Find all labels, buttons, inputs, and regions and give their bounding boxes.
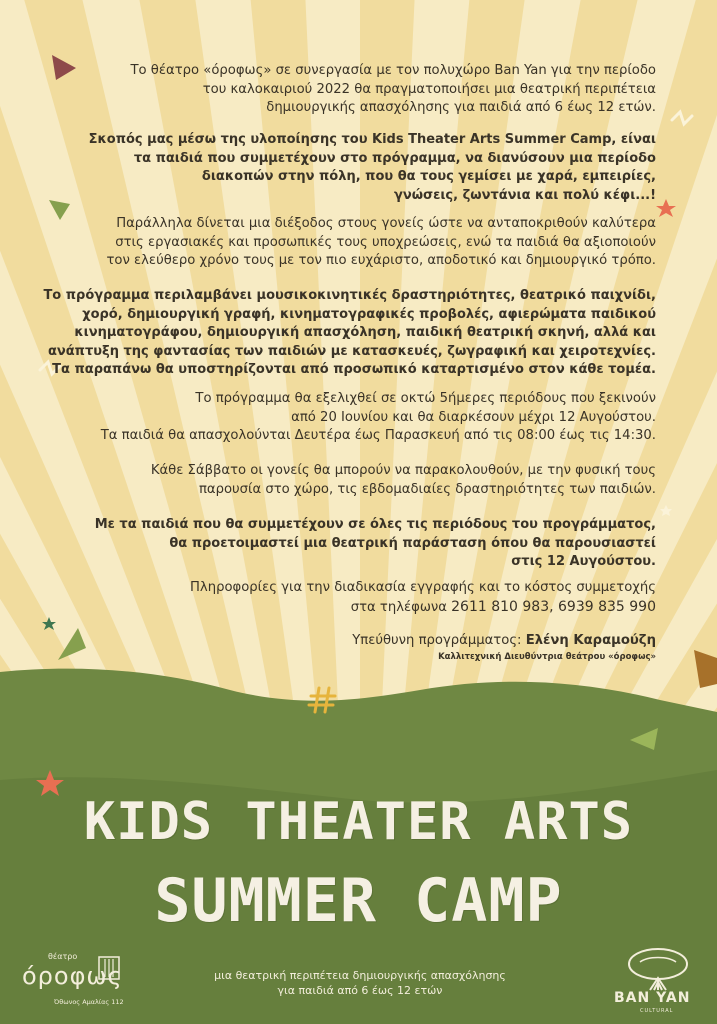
banyan-logo: BAN YAN CULTURAL <box>608 948 708 1020</box>
saturday-paragraph: Κάθε Σάββατο οι γονείς θα μπορούν να παρακολουθούν, με την φυσική τους παρουσία στο χώρο, τις εβδομαδιαίες δραστηριότητες των παιδιών. <box>150 463 656 497</box>
headline-line-2: SUMMER CAMP <box>154 866 563 936</box>
schedule-paragraph: Το πρόγραμμα θα εξελιχθεί σε οκτώ 5ήμερες περιόδους που ξεκινούν από 20 Ιουνίου και θα διαρκέσουν μέχρι 12 Αυγούστου. Τα παιδιά θα απασχολούνται Δευτέρα έως Παρασκευή από τις 08:00 έως τις 14:30. <box>100 391 656 444</box>
headline-line-1: KIDS THEATER ARTS <box>83 792 634 852</box>
intro-paragraph: Το θέατρο «όροφως» σε συνεργασία με τον πολυχώρο Ban Yan για την περίοδο του καλοκαιριού 2022 θα πραγματοποιήσει μια θεατρική περιπέτεια δημιουργικής απασχόλησης για παιδιά από 6 έως 12 ετών. <box>130 63 656 116</box>
tagline: μια θεατρική περιπέτεια δημιουργικής απασχόλησης για παιδιά από 6 έως 12 ετών <box>214 969 506 997</box>
performance-paragraph: Με τα παιδιά που θα συμμετέχουν σε όλες τις περιόδους του προγράμματος, θα προετοιμαστεί μια θεατρική παράσταση όπου θα παρουσιαστεί στις 12 Αυγούστου. <box>94 517 656 570</box>
orofos-theatre-logo: θέατρο όροφως Όθωνος Αμαλίας 112 <box>22 952 124 1006</box>
program-paragraph: Το πρόγραμμα περιλαμβάνει μουσικοκινητικές δραστηριότητες, θεατρικό παιχνίδι, χορό, δημιουργική γραφή, κινηματογραφικές προβολές, αφιερώματα παιδικού κινηματογράφου, δημιουργική απασχόληση, παιδική θεατρική σκηνή, αλλά και ανάπτυξη της φαντασίας των παιδιών με κατασκευές, ζωγραφική και χειροτεχνίες. Τα παραπάνω θα υποστηρίζονται από προσωπικό καταρτισμένο στον κάθε τομέα. <box>43 288 656 378</box>
signature-block: Υπεύθυνη προγράμματος: Ελένη Καραμούζη Καλλιτεχνική Διευθύντρια θεάτρου «όροφως» <box>40 632 656 663</box>
info-paragraph: Πληροφορίες για την διαδικασία εγγραφής και το κόστος συμμετοχής στα τηλέφωνα 2611 810 983, 6939 835 990 <box>190 580 656 615</box>
building-icon <box>98 956 120 980</box>
coordinator-title: Καλλιτεχνική Διευθύντρια θεάτρου «όροφως» <box>438 651 656 662</box>
phone-numbers: 2611 810 983, 6939 835 990 <box>451 598 656 615</box>
tree-icon <box>626 948 690 992</box>
aim-paragraph: Σκοπός μας μέσω της υλοποίησης του Kids Theater Arts Summer Camp, είναι τα παιδιά που συμμετέχουν στο πρόγραμμα, να διανύσουν μια περίοδο διακοπών στην πόλη, που θα τους γεμίσει με χαρά, εμπειρίες, γνώσεις, ζωντάνια και πολύ κέφι...! <box>88 132 656 203</box>
coordinator-name: Ελένη Καραμούζη <box>525 633 656 648</box>
parents-paragraph: Παράλληλα δίνεται μια διέξοδος στους γονείς ώστε να ανταποκριθούν καλύτερα στις εργασιακές και προσωπικές τους υποχρεώσεις, ενώ τα παιδιά θα αξιοποιούν τον ελεύθερο χρόνο τους με τον πιο ευχάριστο, αποδοτικό και δημιουργικό τρόπο. <box>106 216 656 269</box>
